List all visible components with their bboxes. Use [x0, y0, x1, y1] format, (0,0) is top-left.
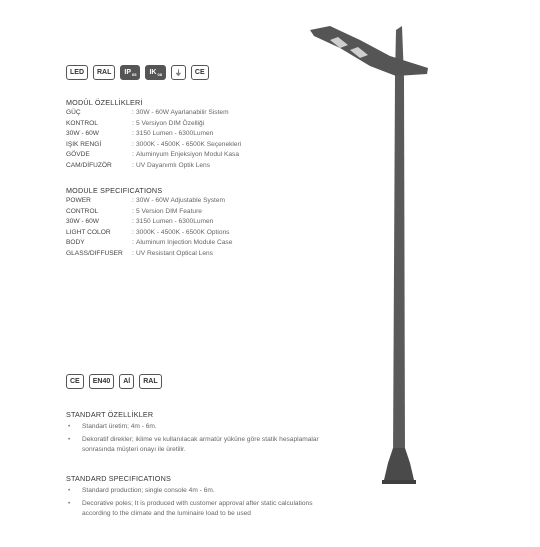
pole-shaft	[393, 26, 405, 458]
modul-ozellikleri-title: MODÜL ÖZELLİKLERİ	[66, 98, 143, 107]
spec-separator: :	[132, 249, 134, 257]
spec-separator: :	[132, 197, 134, 204]
spec-value: 3150 Lumen - 6300Lumen	[136, 218, 214, 226]
spec-key: CAM/DİFUZÖR	[66, 161, 112, 169]
spec-row	[66, 249, 232, 260]
spec-row	[66, 161, 241, 172]
ip65-badge-rating: 65	[132, 72, 137, 77]
pole-base	[384, 448, 414, 480]
spec-separator: :	[132, 228, 134, 236]
list-item: • Dekoratif direkler; iklime ve kullanılacak armatür yüküne göre statik hesaplamalar sonrasında müşteri onayı ile üretilir.	[66, 435, 326, 455]
spec-separator: :	[132, 151, 134, 159]
spec-value: UV Dayanımlı Optik Lens	[136, 161, 211, 169]
spec-key: GÖVDE	[66, 151, 90, 159]
ral-badge-label: RAL	[143, 378, 158, 385]
spec-row	[66, 119, 241, 130]
spec-key: LIGHT COLOR	[66, 228, 111, 236]
spec-value: UV Resistant Optical Lens	[136, 249, 213, 257]
spec-separator: :	[132, 130, 134, 138]
spec-value: 3000K - 4500K - 6500K Options	[136, 228, 230, 236]
spec-key: CONTROL	[66, 207, 99, 215]
spec-row	[66, 108, 241, 119]
list-item: • Decorative poles; It is produced with customer approval after static calculations according to the climate and the luminaire load to be used	[66, 499, 326, 519]
spec-key: GÜÇ	[66, 109, 81, 116]
ground-icon-label: ⏚	[174, 69, 182, 77]
ce-badge	[191, 65, 209, 80]
spec-row	[66, 129, 241, 140]
spec-row	[66, 228, 232, 239]
ik08-badge	[145, 65, 165, 80]
ce-badge	[66, 374, 84, 389]
led-badge	[66, 65, 88, 80]
standard-specifications-list	[66, 486, 326, 523]
spec-row	[66, 150, 241, 161]
spec-row	[66, 238, 232, 249]
standart-ozellikler-title: STANDART ÖZELLİKLER	[66, 410, 154, 419]
spec-row	[66, 207, 232, 218]
led-badge-label: LED	[70, 69, 84, 76]
list-item: • Standart üretim; 4m - 6m.	[66, 422, 326, 432]
spec-row	[66, 217, 232, 228]
spec-separator: :	[132, 207, 134, 215]
ral-badge	[93, 65, 115, 80]
spec-separator: :	[132, 239, 134, 247]
modul-ozellikleri-table	[66, 108, 241, 172]
spec-value: 30W - 60W Ayarlanabilir Sistem	[136, 109, 229, 116]
spec-value: 30W - 60W Adjustable System	[136, 197, 226, 204]
spec-key: POWER	[66, 197, 91, 204]
ip65-badge	[120, 65, 140, 80]
spec-value: Aluminum Injection Module Case	[136, 239, 233, 247]
ral-badge-label: RAL	[97, 69, 112, 76]
street-light-pole-illustration	[300, 18, 440, 493]
spec-separator: :	[132, 161, 134, 169]
spec-key: BODY	[66, 239, 85, 247]
luminaire-arm	[310, 26, 428, 76]
standard-specifications-title: STANDARD SPECIFICATIONS	[66, 474, 171, 483]
spec-value: 3150 Lumen - 6300Lumen	[136, 130, 214, 138]
en40-badge	[89, 374, 115, 389]
en40-badge-label: EN40	[92, 378, 111, 385]
ral-badge	[139, 374, 161, 389]
spec-value: Aluminyum Enjeksiyon Modul Kasa	[136, 151, 239, 159]
spec-key: IŞIK RENGİ	[66, 140, 102, 148]
certification-badges-top	[66, 65, 209, 80]
ik08-badge-label: IK	[149, 69, 157, 76]
module-specifications-table	[66, 196, 232, 260]
spec-value: 5 Version DIM Feature	[136, 207, 202, 215]
spec-separator: :	[132, 140, 134, 148]
spec-separator: :	[132, 218, 134, 226]
ce-badge-label: CE	[70, 378, 80, 385]
spec-key: KONTROL	[66, 119, 98, 127]
certification-badges-bottom	[66, 374, 162, 389]
ce-badge-label: CE	[194, 69, 205, 76]
aluminium-badge	[119, 374, 134, 389]
spec-key: 30W - 60W	[66, 218, 99, 226]
ground-icon	[171, 65, 186, 80]
spec-value: 5 Versiyon DIM Özelliği	[136, 119, 205, 127]
ik08-badge-rating: 08	[157, 72, 162, 77]
aluminium-badge-label: Al	[123, 378, 131, 385]
standart-ozellikler-list	[66, 422, 326, 459]
module-specifications-title: MODULE SPECIFICATIONS	[66, 186, 163, 195]
ip65-badge-label: IP	[124, 69, 132, 76]
spec-value: 3000K - 4500K - 6500K Seçenekleri	[136, 140, 242, 148]
spec-row	[66, 140, 241, 151]
list-item: • Standard production; single console 4m - 6m.	[66, 486, 326, 496]
spec-key: 30W - 60W	[66, 130, 99, 138]
pole-base-plate	[382, 480, 416, 484]
spec-separator: :	[132, 119, 134, 127]
spec-separator: :	[132, 109, 134, 116]
spec-key: GLASS/DIFFUSER	[66, 249, 123, 257]
spec-row	[66, 196, 232, 207]
